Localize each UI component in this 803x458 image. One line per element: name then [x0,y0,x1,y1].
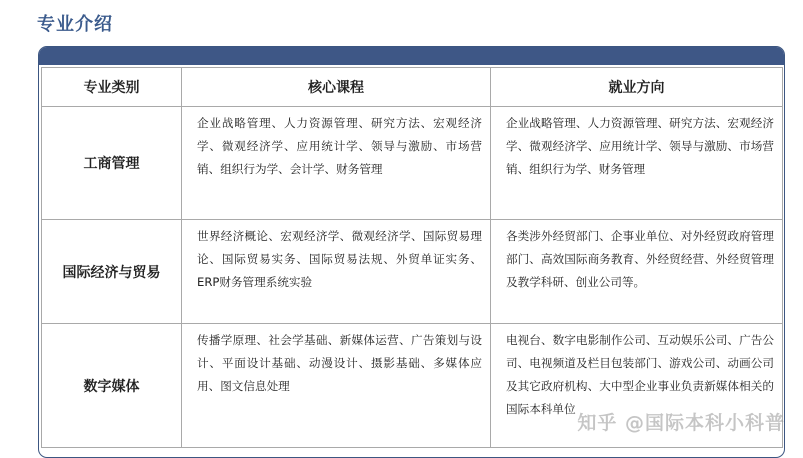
major-table [41,67,783,448]
row-courses [182,220,491,324]
courses-text: 传播学原理、社会学基础、新媒体运营、广告策划与设计、平面设计基础、动漫设计、摄影基础、多媒体应用、图文信息处理 [197,333,482,393]
page-title: 专业介绍 [37,14,113,35]
row-courses [182,324,491,448]
table-row [42,107,783,220]
courses-text: 世界经济概论、宏观经济学、微观经济学、国际贸易理论、国际贸易实务、国际贸易法规、外贸单证实务、ERP财务管理系统实验 [197,229,482,289]
table-header-row [42,68,783,107]
row-courses [182,107,491,220]
header-category: 专业类别 [42,68,182,107]
header-courses: 核心课程 [182,68,491,107]
row-category: 工商管理 [42,107,182,220]
header-careers: 就业方向 [491,68,783,107]
row-category: 国际经济与贸易 [42,220,182,324]
card-header-band [39,47,784,65]
watermark: 知乎 @国际本科小科普 [577,412,785,434]
row-category: 数字媒体 [42,324,182,448]
courses-text: 企业战略管理、人力资源管理、研究方法、宏观经济学、微观经济学、应用统计学、领导与激励、市场营销、组织行为学、会计学、财务管理 [197,116,482,176]
major-table-card [38,46,785,458]
table-row [42,220,783,324]
row-careers [491,107,783,220]
row-careers [491,220,783,324]
careers-text: 企业战略管理、人力资源管理、研究方法、宏观经济学、微观经济学、应用统计学、领导与激励、市场营销、组织行为学、财务管理 [506,116,774,176]
careers-text: 各类涉外经贸部门、企事业单位、对外经贸政府管理部门、高效国际商务教育、外经贸经营、外经贸管理及教学科研、创业公司等。 [506,229,774,289]
careers-text: 电视台、数字电影制作公司、互动娱乐公司、广告公司、电视频道及栏目包装部门、游戏公司、动画公司及其它政府机构、大中型企业事业负责新媒体相关的国际本科单位 [506,333,774,416]
